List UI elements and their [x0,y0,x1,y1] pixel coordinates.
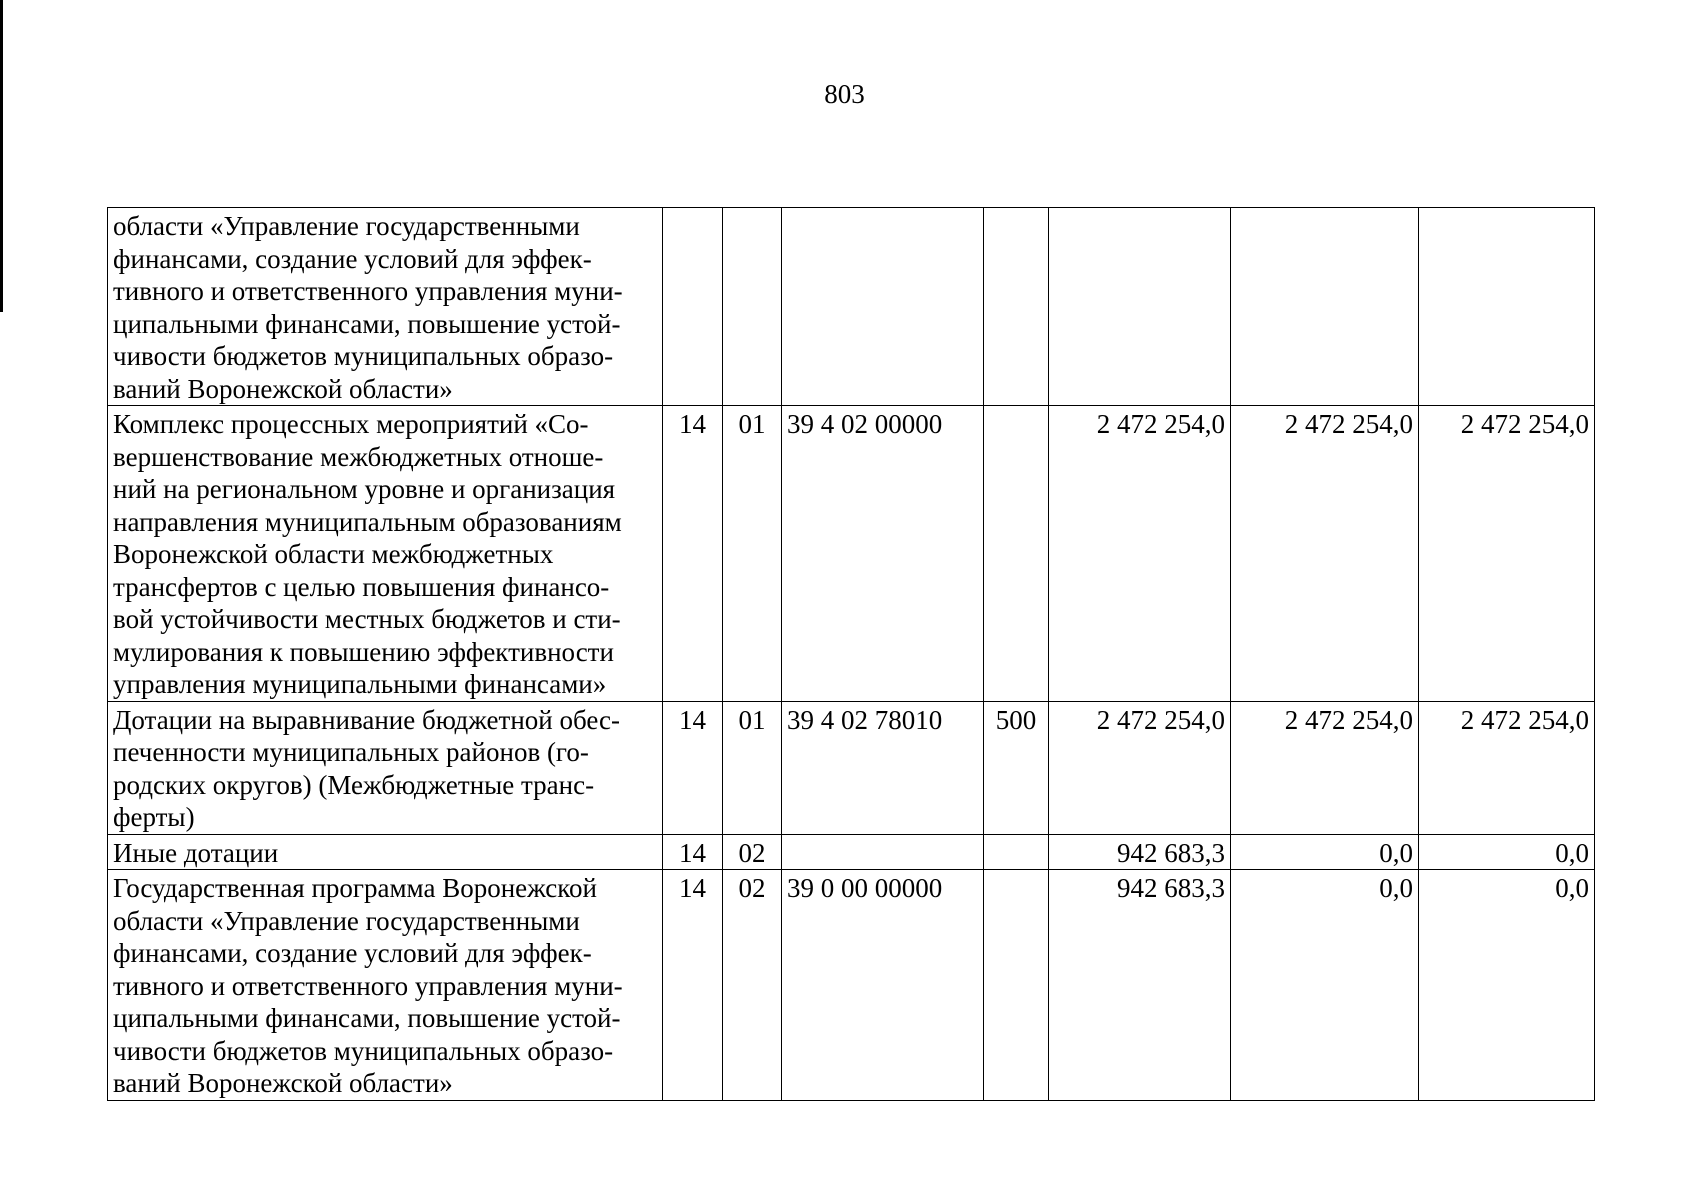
target-article-cell: 39 0 00 00000 [782,870,984,1101]
target-article-cell [782,208,984,406]
item-name-line: вершенствование межбюджетных отноше- [113,441,604,472]
item-name-line: мулирования к повышению эффективности [113,636,614,667]
section-cell: 14 [663,870,723,1101]
expense-type-cell [984,208,1049,406]
item-name-line: тивного и ответственного управления муни- [113,970,623,1001]
amount-year-3-cell: 0,0 [1419,834,1595,870]
item-name-cell [108,208,663,406]
subsection-cell: 02 [723,834,782,870]
item-name-line: ний на региональном уровне и организация [113,474,616,504]
item-name-line: ваний Воронежской области» [113,1068,453,1098]
item-name-cell [108,406,663,702]
item-name-line: направления муниципальным образованиям [113,506,622,537]
budget-table [107,207,1595,1101]
amount-year-1-cell: 2 472 254,0 [1049,701,1231,834]
amount-year-3-cell: 2 472 254,0 [1419,701,1595,834]
subsection-cell: 01 [723,701,782,834]
amount-year-2-cell: 0,0 [1231,870,1419,1101]
subsection-cell: 02 [723,870,782,1101]
section-cell: 14 [663,406,723,702]
item-name-line: Иные дотации [113,837,279,868]
item-name-line: финансами, создание условий для эффек- [113,243,592,274]
amount-year-3-cell: 2 472 254,0 [1419,406,1595,702]
item-name-line: области «Управление государственными [113,905,580,936]
item-name-line: Дотации на выравнивание бюджетной обес- [113,704,621,735]
amount-year-2-cell: 0,0 [1231,834,1419,870]
expense-type-cell: 500 [984,701,1049,834]
expense-type-cell [984,406,1049,702]
target-article-cell: 39 4 02 78010 [782,701,984,834]
amount-year-2-cell: 2 472 254,0 [1231,406,1419,702]
item-name-line: чивости бюджетов муниципальных образо- [113,341,614,371]
item-name-line: управления муниципальными финансами» [113,669,607,699]
item-name-line: области «Управление государственными [113,211,580,241]
item-name-line: печенности муниципальных районов (го- [113,737,589,767]
section-cell: 14 [663,834,723,870]
subsection-cell: 01 [723,406,782,702]
item-name-line: ципальными финансами, повышение устой- [113,308,621,339]
table-row [108,701,1595,834]
target-article-cell [782,834,984,870]
amount-year-3-cell: 0,0 [1419,870,1595,1101]
item-name-line: вой устойчивости местных бюджетов и сти- [113,604,621,634]
item-name-cell [108,701,663,834]
scan-edge-mark [0,0,3,312]
amount-year-1-cell: 2 472 254,0 [1049,406,1231,702]
amount-year-1-cell: 942 683,3 [1049,870,1231,1101]
amount-year-2-cell: 2 472 254,0 [1231,701,1419,834]
item-name-line: ципальными финансами, повышение устой- [113,1003,621,1033]
item-name-line: Комплекс процессных мероприятий «Со- [113,409,589,439]
item-name-line: ваний Воронежской области» [113,373,453,404]
item-name-line: Воронежской области межбюджетных [113,539,554,569]
item-name-line: родских округов) (Межбюджетные транс- [113,769,595,800]
table-row [108,834,1595,870]
table-row [108,208,1595,406]
item-name-line: ферты) [113,802,195,832]
item-name-line: тивного и ответственного управления муни- [113,276,623,306]
item-name-line: Государственная программа Воронежской [113,873,597,903]
amount-year-1-cell: 942 683,3 [1049,834,1231,870]
amount-year-1-cell [1049,208,1231,406]
table-row [108,406,1595,702]
table-row [108,870,1595,1101]
item-name-cell [108,834,663,870]
item-name-line: чивости бюджетов муниципальных образо- [113,1035,614,1066]
page-number: 803 [824,79,865,109]
item-name-cell [108,870,663,1101]
expense-type-cell [984,870,1049,1101]
section-cell [663,208,723,406]
item-name-line: финансами, создание условий для эффек- [113,938,592,968]
amount-year-3-cell [1419,208,1595,406]
subsection-cell [723,208,782,406]
item-name-line: трансфертов с целью повышения финансо- [113,571,610,602]
table-body [108,208,1595,1101]
expense-type-cell [984,834,1049,870]
section-cell: 14 [663,701,723,834]
target-article-cell: 39 4 02 00000 [782,406,984,702]
amount-year-2-cell [1231,208,1419,406]
